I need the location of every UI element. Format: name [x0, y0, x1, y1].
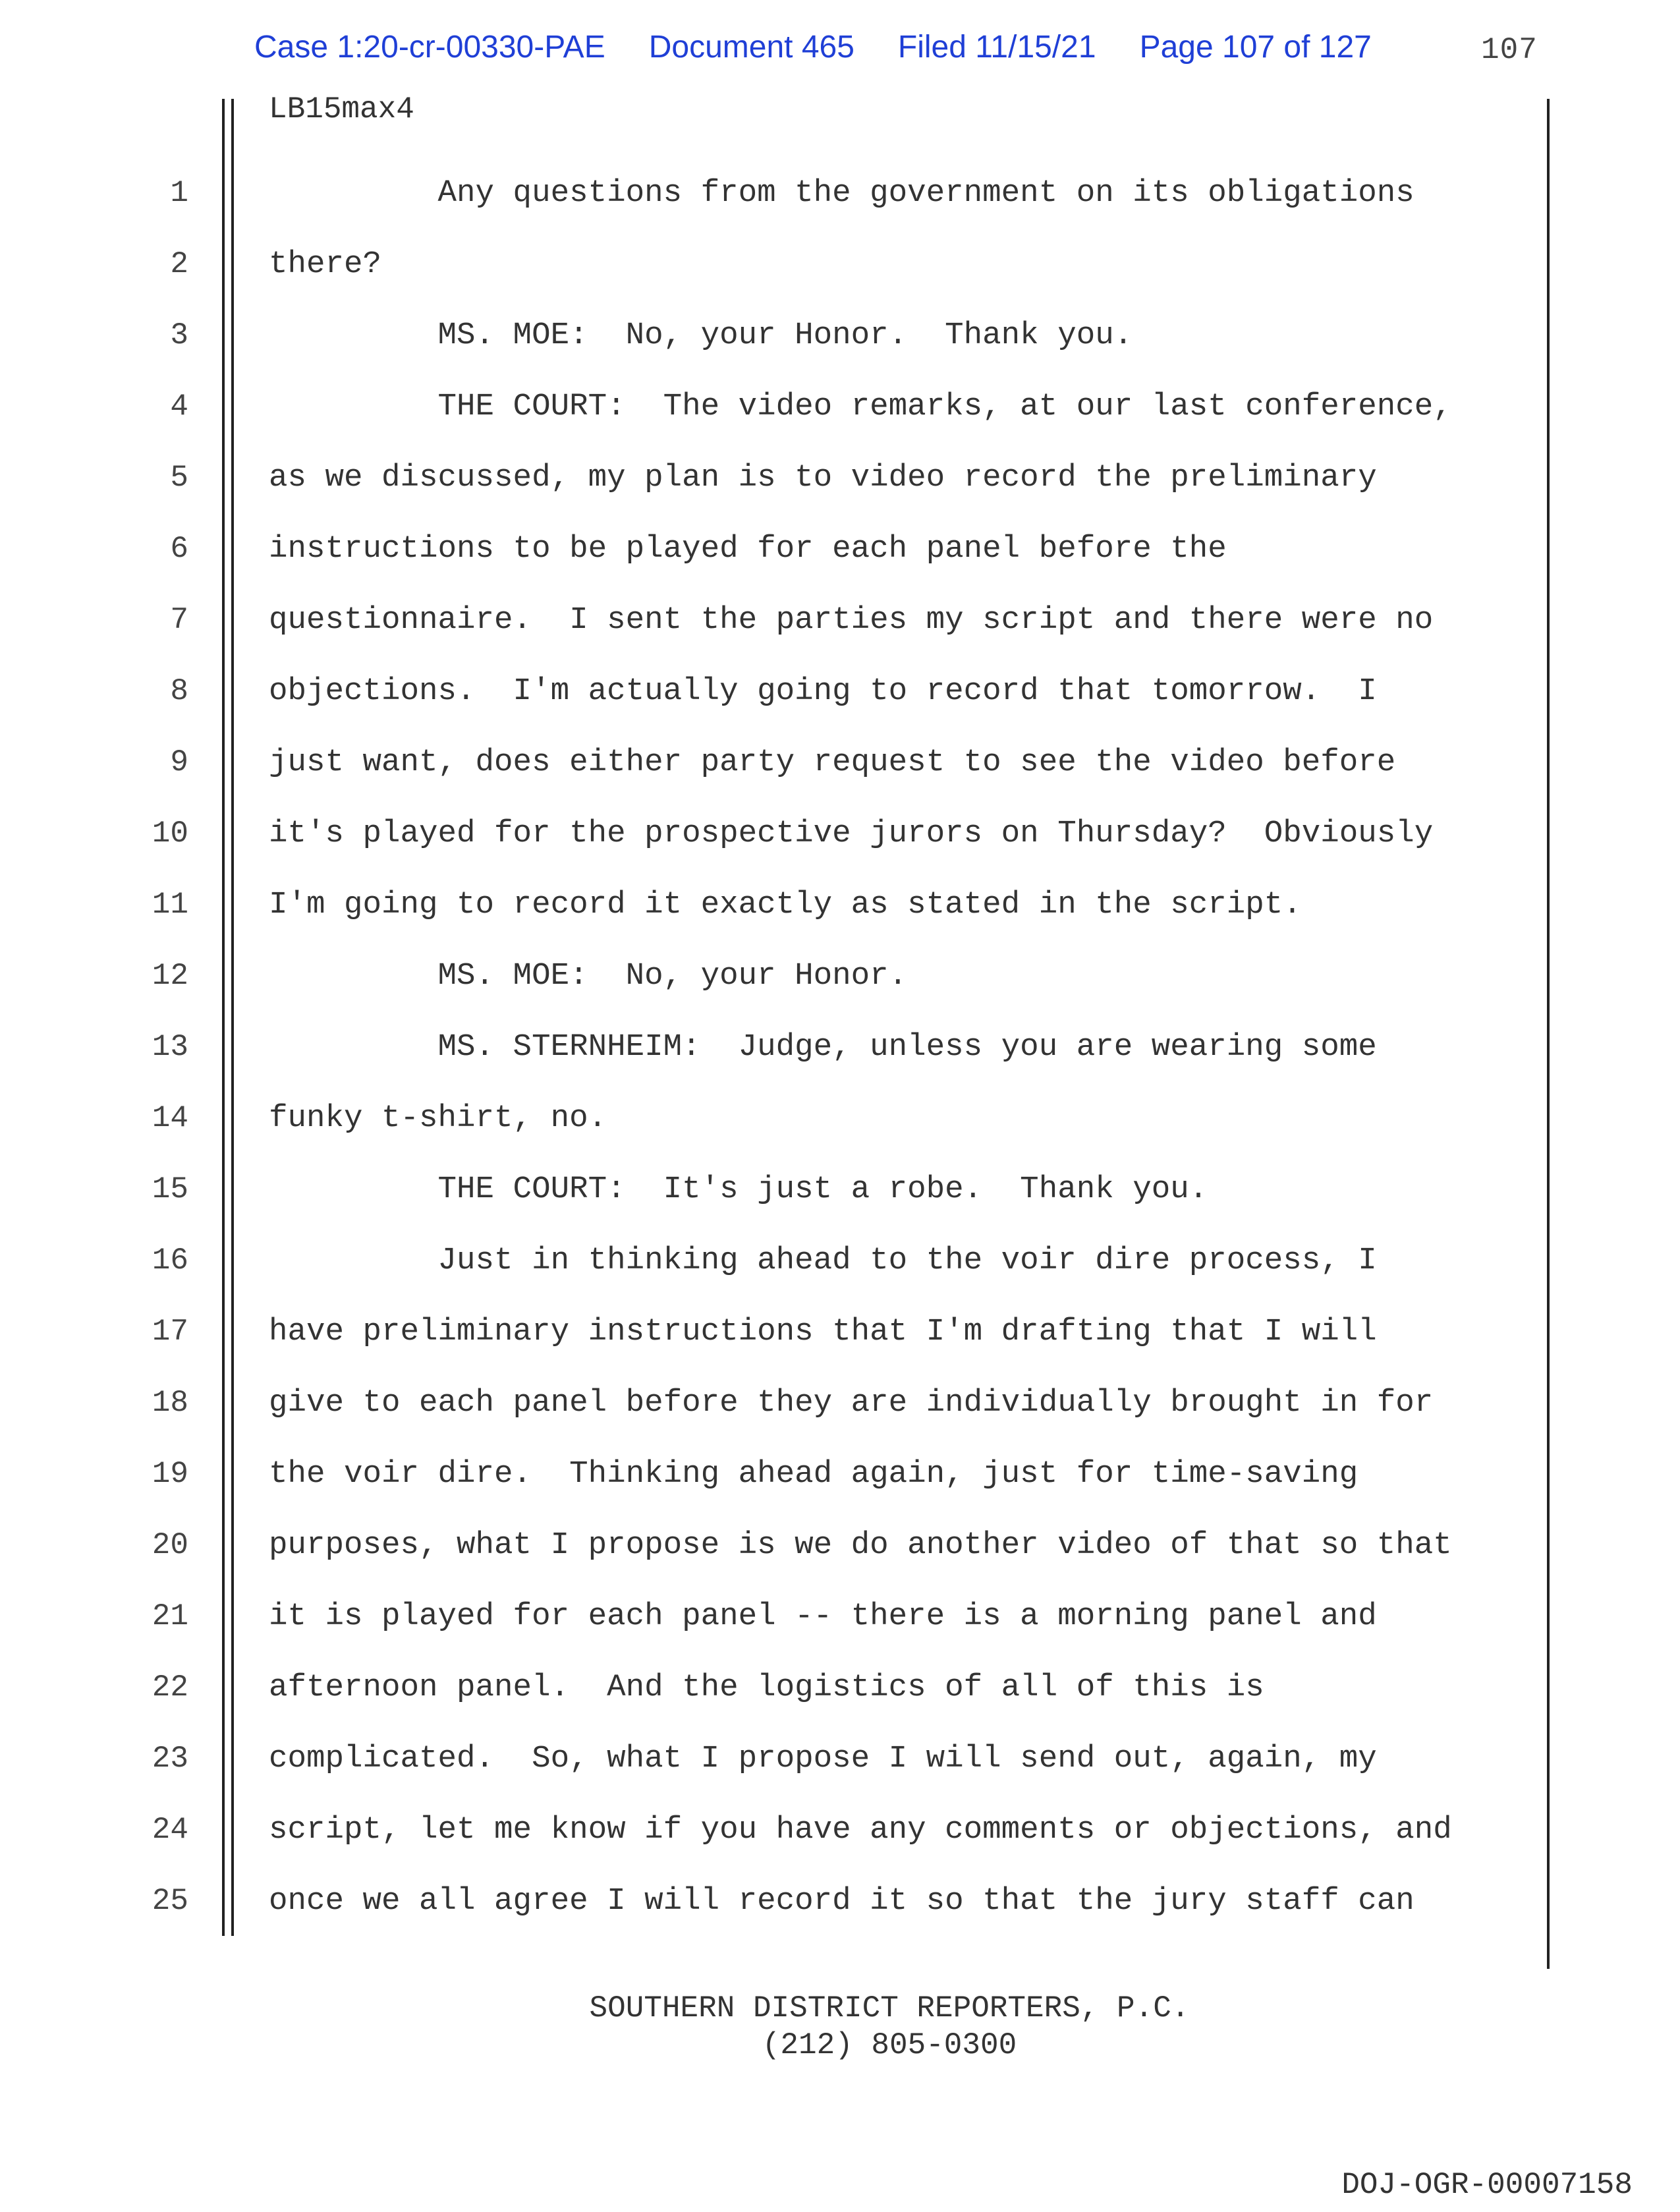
- transcript-line: funky t-shirt, no.: [269, 1100, 607, 1136]
- line-number: 7: [170, 603, 188, 637]
- transcript-line: just want, does either party request to see the video before: [269, 745, 1396, 780]
- reporter-name: SOUTHERN DISTRICT REPORTERS, P.C.: [589, 1991, 1190, 2026]
- transcript-line: questionnaire. I sent the parties my script and there were no: [269, 602, 1434, 638]
- line-number: 22: [152, 1670, 188, 1705]
- reporter-footer: [0, 1990, 1680, 2064]
- transcript-line: THE COURT: The video remarks, at our last conference,: [269, 389, 1452, 424]
- line-number: 17: [152, 1315, 188, 1349]
- page-of-total: Page 107 of 127: [1139, 30, 1372, 65]
- filing-banner: [254, 29, 1415, 65]
- document-number: Document 465: [648, 30, 854, 65]
- transcript-line: MS. MOE: No, your Honor. Thank you.: [269, 318, 1133, 353]
- transcript-line: I'm going to record it exactly as stated in the script.: [269, 887, 1302, 922]
- transcript-line: THE COURT: It's just a robe. Thank you.: [269, 1172, 1208, 1207]
- transcript-line: purposes, what I propose is we do another video of that so that: [269, 1527, 1452, 1563]
- line-number: 14: [152, 1101, 188, 1135]
- margin-rule-left-outer: [222, 99, 225, 1936]
- transcript-line: have preliminary instructions that I'm drafting that I will: [269, 1314, 1377, 1349]
- transcript-line: instructions to be played for each panel before the: [269, 531, 1227, 567]
- transcript-line: it is played for each panel -- there is a morning panel and: [269, 1599, 1377, 1634]
- bates-number: DOJ-OGR-00007158: [1341, 2168, 1633, 2202]
- line-numbers: [0, 170, 191, 1949]
- page-number: 107: [1481, 33, 1538, 67]
- transcript-line: it's played for the prospective jurors on Thursday? Obviously: [269, 816, 1434, 851]
- filed-date: Filed 11/15/21: [897, 30, 1096, 65]
- line-number: 10: [152, 816, 188, 851]
- line-number: 13: [152, 1030, 188, 1064]
- transcript-line: as we discussed, my plan is to video record the preliminary: [269, 460, 1377, 496]
- transcript-id: LB15max4: [269, 92, 414, 127]
- line-number: 11: [152, 888, 188, 922]
- transcript-body: [269, 170, 1554, 1949]
- line-number: 25: [152, 1884, 188, 1918]
- reporter-phone: (212) 805-0300: [762, 2028, 1017, 2062]
- transcript-line: afternoon panel. And the logistics of all of this is: [269, 1670, 1264, 1705]
- transcript-line: Just in thinking ahead to the voir dire process, I: [269, 1243, 1377, 1278]
- line-number: 2: [170, 247, 188, 281]
- line-number: 24: [152, 1813, 188, 1847]
- line-number: 19: [152, 1457, 188, 1491]
- transcript-line: there?: [269, 246, 382, 282]
- transcript-line: complicated. So, what I propose I will send out, again, my: [269, 1741, 1377, 1776]
- line-number: 23: [152, 1742, 188, 1776]
- line-number: 12: [152, 959, 188, 993]
- line-number: 1: [170, 176, 188, 210]
- line-number: 5: [170, 461, 188, 495]
- line-number: 16: [152, 1243, 188, 1278]
- transcript-line: the voir dire. Thinking ahead again, just for time-saving: [269, 1456, 1358, 1492]
- transcript-line: MS. STERNHEIM: Judge, unless you are wearing some: [269, 1029, 1377, 1065]
- transcript-line: MS. MOE: No, your Honor.: [269, 958, 908, 994]
- transcript-line: objections. I'm actually going to record that tomorrow. I: [269, 673, 1377, 709]
- line-number: 6: [170, 532, 188, 566]
- transcript-line: script, let me know if you have any comments or objections, and: [269, 1812, 1452, 1848]
- transcript-line: Any questions from the government on its obligations: [269, 175, 1414, 211]
- margin-rule-left-inner: [231, 99, 234, 1936]
- transcript-line: once we all agree I will record it so that the jury staff can: [269, 1883, 1414, 1919]
- line-number: 8: [170, 674, 188, 708]
- line-number: 9: [170, 745, 188, 780]
- line-number: 20: [152, 1528, 188, 1562]
- transcript-line: give to each panel before they are individually brought in for: [269, 1385, 1434, 1421]
- case-number: Case 1:20-cr-00330-PAE: [254, 30, 605, 65]
- line-number: 4: [170, 389, 188, 424]
- line-number: 21: [152, 1599, 188, 1633]
- line-number: 18: [152, 1386, 188, 1420]
- line-number: 3: [170, 318, 188, 353]
- line-number: 15: [152, 1172, 188, 1206]
